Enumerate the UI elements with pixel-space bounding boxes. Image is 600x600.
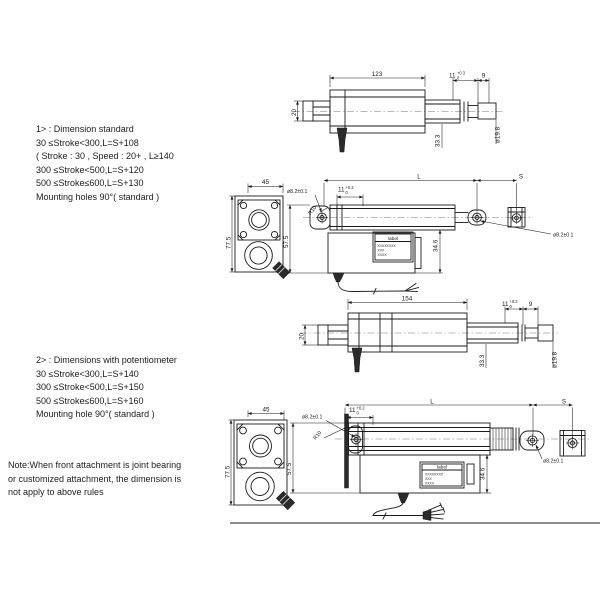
front-view-dimensions: [230, 184, 284, 273]
dim-groove-width: 9: [528, 301, 533, 308]
dim-corner-radius: R10: [312, 430, 324, 442]
side-view-dimensions: [290, 405, 579, 493]
label-line: XXXX: [425, 481, 435, 486]
note-pot-line: 30 ≤Stroke<300,L=S+140: [36, 368, 139, 379]
drawing-standard-assembly-view: [225, 170, 600, 300]
dim-tip-length: 11: [502, 301, 509, 308]
actuator-body-outline: [303, 90, 496, 133]
cable-gland: [398, 493, 409, 503]
dim-tip-length: 11: [449, 72, 456, 80]
dim-front-hole: ø8.2±0.1: [543, 458, 564, 465]
dim-rear-pin-width: 20: [298, 332, 306, 340]
note-pot-title: 2> : Dimensions with potentiometer: [36, 355, 177, 365]
cable-gland: [333, 273, 344, 282]
dim-clevis-tol-upper: +0.2: [345, 185, 354, 190]
note-footnote-line: not apply to above rules: [8, 487, 104, 498]
dimension-lines: [302, 299, 553, 368]
dim-overall-length: L: [417, 173, 421, 181]
dim-front-hole: ø8.2±0.1: [553, 232, 574, 239]
dim-stroke: S: [518, 173, 524, 181]
dim-tube-height: 33.3: [479, 354, 486, 367]
dim-tip-tol-upper: +0.3: [509, 299, 518, 304]
dim-rear-hole: ø8.2±0.1: [302, 414, 323, 421]
dim-front-height: 77.5: [224, 465, 232, 478]
dim-tip-tol-lower: 0: [457, 75, 460, 81]
note-standard-line: Mounting holes 90°( standard ): [36, 191, 160, 202]
dim-motor-height: 34.6: [432, 239, 440, 252]
dim-clevis-depth: 11: [338, 186, 345, 194]
note-pot-line: 300 ≤Stroke<500,L=S+150: [36, 382, 144, 393]
note-standard-line: 300 ≤Stroke<500,L=S+120: [36, 164, 144, 175]
dim-overall-height: 57.5: [283, 235, 290, 248]
dim-rear-hole: ø8.2±0.1: [287, 189, 308, 195]
front-view-outline: [234, 420, 287, 505]
dim-clevis-depth: 11: [349, 407, 356, 414]
note-pot-line: Mounting hole 90°( standard ): [36, 409, 155, 420]
note-front-attachment: [8, 459, 181, 500]
note-standard-dimensions: [36, 123, 174, 205]
dim-overall-length: L: [430, 398, 434, 406]
note-potentiometer-dimensions: [36, 354, 177, 422]
drawing-potentiometer-body-view: [290, 292, 562, 387]
dim-tip-tol-lower: 0: [509, 304, 512, 309]
dim-motor-height: 34.6: [479, 467, 487, 480]
dim-tube-height: 33.3: [434, 134, 442, 147]
rear-mounting-plate: [345, 414, 349, 488]
dim-body-length: 154: [401, 295, 413, 303]
dim-tip-diameter: ø19.8: [551, 351, 559, 368]
dim-clevis-tol-lower: 0: [345, 190, 348, 195]
cable: [373, 503, 445, 521]
note-standard-line: 30 ≤Stroke<300,L=S+108: [36, 137, 139, 148]
dim-front-height: 77.5: [225, 236, 233, 249]
label-line: XXX: [425, 477, 432, 481]
dim-clevis-tol-lower: 0: [356, 410, 359, 416]
dim-clevis-tol-upper: +0.2: [356, 405, 365, 411]
dim-overall-height: 57.5: [286, 462, 293, 475]
front-view-cable-gland: [273, 262, 290, 279]
label-line: XXXXXXXX: [377, 244, 396, 248]
drawing-standard-body-view: [285, 58, 535, 175]
note-standard-line: ( Stroke : 30 , Speed : 20+ , L≥140: [36, 151, 174, 162]
note-pot-line: 500 ≤Stroke≤600,L=S+160: [36, 395, 144, 406]
note-standard-title: 1> : Dimension standard: [36, 124, 134, 134]
dim-stroke: S: [561, 398, 567, 406]
label-title: label: [387, 236, 399, 242]
dim-groove-width: 9: [481, 72, 486, 80]
dim-front-width: 45: [261, 179, 270, 186]
dim-body-length: 123: [371, 71, 383, 78]
cable-gland: [337, 128, 347, 152]
front-view-cable-gland: [276, 491, 294, 509]
dim-corner-radius: R10: [307, 205, 319, 217]
drawing-potentiometer-assembly-view: [225, 398, 600, 558]
note-footnote-line: or customized attachment, the dimension is: [8, 473, 182, 484]
thread-hatch: [493, 428, 511, 450]
label-title: label: [436, 465, 448, 471]
label-line: XXX: [377, 248, 385, 253]
dim-tip-tol-upper: +0.3: [457, 70, 466, 76]
actuator-body-outline: [318, 313, 553, 352]
cable-gland: [352, 348, 362, 372]
dim-front-width: 45: [262, 406, 270, 414]
dim-rear-pin-width: 20: [291, 108, 298, 116]
front-view-outline: [235, 196, 283, 272]
label-line: XXXXXXXX: [425, 472, 444, 477]
note-standard-line: 500 ≤Stroke≤600,L=S+130: [36, 178, 144, 189]
note-footnote-line: Note:When front attachment is joint bearing: [8, 460, 182, 470]
label-line: XXXX: [377, 253, 387, 257]
side-view-outline: [310, 205, 525, 273]
dim-tip-diameter: ø19.8: [494, 126, 502, 143]
